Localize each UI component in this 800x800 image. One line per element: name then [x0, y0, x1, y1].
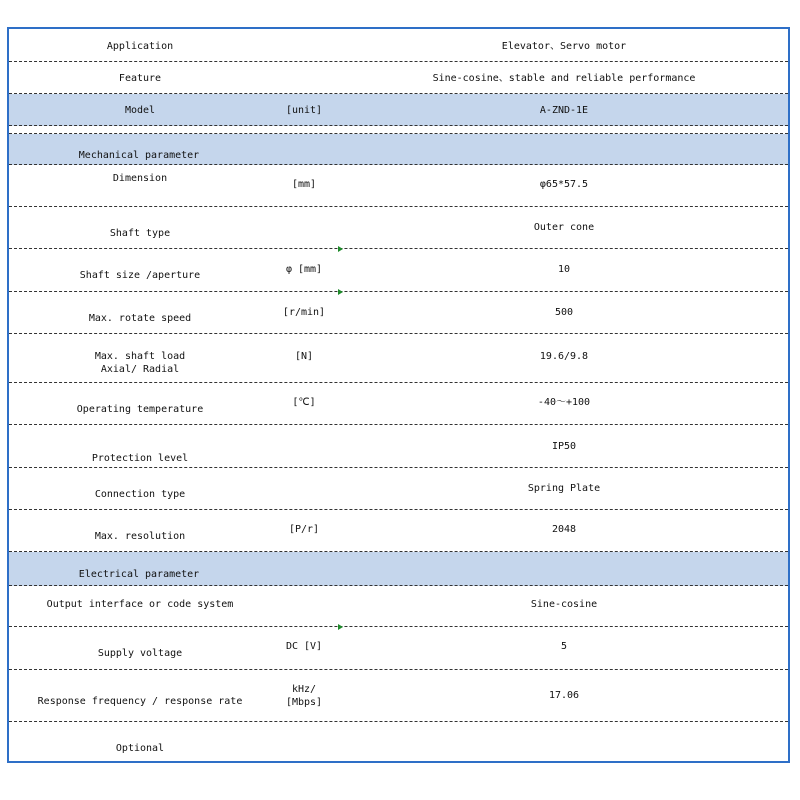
spec-table	[7, 27, 790, 763]
section-electrical-parameter	[9, 552, 788, 586]
table-row-model	[9, 94, 788, 126]
value-shaft-load: 19.6/9.8	[539, 351, 589, 362]
label-resolution: Max. resolution	[94, 531, 186, 542]
table-row-connection	[9, 468, 788, 510]
unit-response-frequency-sub: [Mbps]	[285, 697, 323, 708]
value-feature: Sine-cosine、stable and reliable performance	[432, 73, 696, 84]
marker-icon	[338, 624, 343, 630]
table-row-spacer	[9, 126, 788, 134]
unit-temperature: [℃]	[292, 397, 316, 408]
table-row-application	[9, 29, 788, 62]
value-temperature: -40～+100	[537, 397, 591, 408]
label-optional: Optional	[115, 743, 165, 754]
unit-response-frequency: kHz/	[291, 684, 317, 695]
unit-resolution: [P/r]	[288, 524, 320, 535]
value-application: Elevator、Servo motor	[501, 41, 627, 52]
value-rotate-speed: 500	[554, 307, 574, 318]
label-temperature: Operating temperature	[76, 404, 204, 415]
table-row-protection	[9, 425, 788, 468]
table-row-rotate-speed	[9, 292, 788, 334]
unit-rotate-speed: [r/min]	[282, 307, 326, 318]
marker-icon	[338, 246, 343, 252]
section-title-mechanical: Mechanical parameter	[78, 150, 200, 161]
label-rotate-speed: Max. rotate speed	[88, 313, 192, 324]
unit-shaft-load: [N]	[294, 351, 314, 362]
marker-icon	[338, 289, 343, 295]
label-connection: Connection type	[94, 489, 186, 500]
unit-supply-voltage: DC [V]	[285, 641, 323, 652]
label-shaft-load-sub: Axial/ Radial	[100, 364, 180, 375]
value-dimension: φ65*57.5	[539, 179, 589, 190]
label-output-interface: Output interface or code system	[46, 599, 234, 610]
value-connection: Spring Plate	[527, 483, 601, 494]
label-application: Application	[106, 41, 174, 52]
value-protection: IP50	[551, 441, 577, 452]
value-output-interface: Sine-cosine	[530, 599, 598, 610]
unit-model: [unit]	[285, 105, 323, 116]
value-supply-voltage: 5	[560, 641, 568, 652]
value-response-frequency: 17.06	[548, 690, 580, 701]
label-feature: Feature	[118, 73, 162, 84]
label-dimension: Dimension	[112, 173, 168, 184]
table-row-supply-voltage	[9, 627, 788, 670]
table-row-shaft-type	[9, 207, 788, 249]
label-model: Model	[124, 105, 156, 116]
value-shaft-type: Outer cone	[533, 222, 595, 233]
unit-dimension: [mm]	[291, 179, 317, 190]
label-shaft-size: Shaft size /aperture	[79, 270, 201, 281]
table-row-dimension	[9, 165, 788, 207]
section-mechanical-parameter	[9, 134, 788, 165]
table-row-feature	[9, 62, 788, 94]
value-resolution: 2048	[551, 524, 577, 535]
table-row-shaft-load	[9, 334, 788, 383]
table-row-resolution	[9, 510, 788, 552]
value-model: A-ZND-1E	[539, 105, 589, 116]
label-shaft-load: Max. shaft load	[94, 351, 186, 362]
table-row-shaft-size	[9, 249, 788, 292]
unit-shaft-size: φ [mm]	[285, 264, 323, 275]
label-response-frequency: Response frequency / response rate	[37, 696, 243, 707]
table-row-response-frequency	[9, 670, 788, 722]
table-row-optional	[9, 722, 788, 761]
table-row-output-interface	[9, 586, 788, 627]
label-protection: Protection level	[91, 453, 189, 464]
label-shaft-type: Shaft type	[109, 228, 171, 239]
label-supply-voltage: Supply voltage	[97, 648, 183, 659]
value-shaft-size: 10	[557, 264, 571, 275]
table-row-temperature	[9, 383, 788, 425]
section-title-electrical: Electrical parameter	[78, 569, 200, 580]
